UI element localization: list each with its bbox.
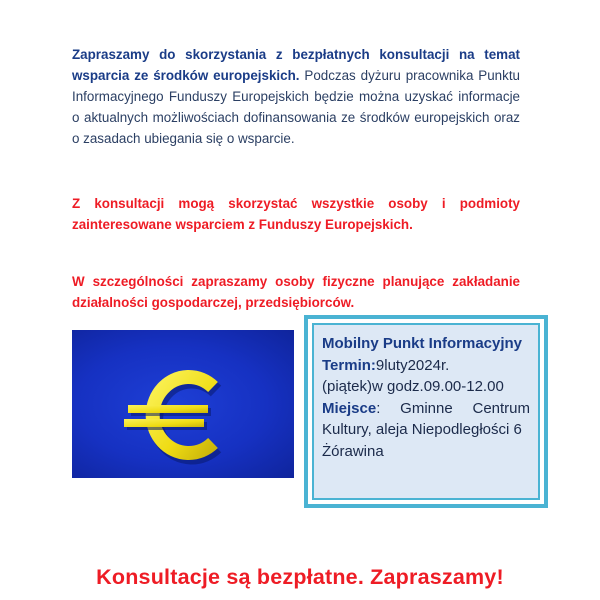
euro-image	[72, 330, 294, 478]
intro-paragraph	[72, 44, 520, 149]
termin-line	[322, 355, 530, 377]
info-box-content	[312, 323, 540, 500]
miejsce-label: Miejsce	[322, 399, 377, 417]
target-groups-paragraph: W szczególności zapraszamy osoby fizyczne planujące zakładanie działalności gospodarczej, przedsiębiorców.	[72, 274, 520, 310]
footer-invitation: Konsultacje są bezpłatne. Zapraszamy!	[96, 565, 504, 589]
eligibility-paragraph: Z konsultacji mogą skorzystać wszystkie osoby i podmioty zainteresowane wsparciem z Funduszy Europejskich.	[72, 196, 520, 232]
miejsce-value-3: Żórawina	[322, 442, 384, 460]
day-time-line: (piątek)w godz.09.00-12.00	[322, 378, 504, 395]
termin-label: Termin:	[322, 356, 376, 374]
info-box-title: Mobilny Punkt Informacyjny	[322, 335, 523, 352]
termin-value: 9luty2024r.	[375, 356, 450, 374]
miejsce-line	[322, 398, 530, 420]
intro-body-text: Podczas dyżuru pracownika Punktu Informacyjnego Funduszy Europejskich będzie można uzyskać informacje o aktualnych możliwościach dofinansowania ze środków europejskich oraz o zasadach ubiegania się o wsparcie.	[72, 68, 520, 146]
info-box	[304, 315, 548, 508]
miejsce-separator: :	[376, 399, 381, 417]
miejsce-value-1: Gminne Centrum	[380, 399, 530, 417]
euro-sign-icon	[72, 330, 294, 478]
intro-lead-text: Zapraszamy do skorzystania z bezpłatnych konsultacji na temat wsparcia ze środków europejskich.	[72, 47, 520, 83]
miejsce-value-2: Kultury, aleja Niepodległości 6	[322, 421, 522, 438]
